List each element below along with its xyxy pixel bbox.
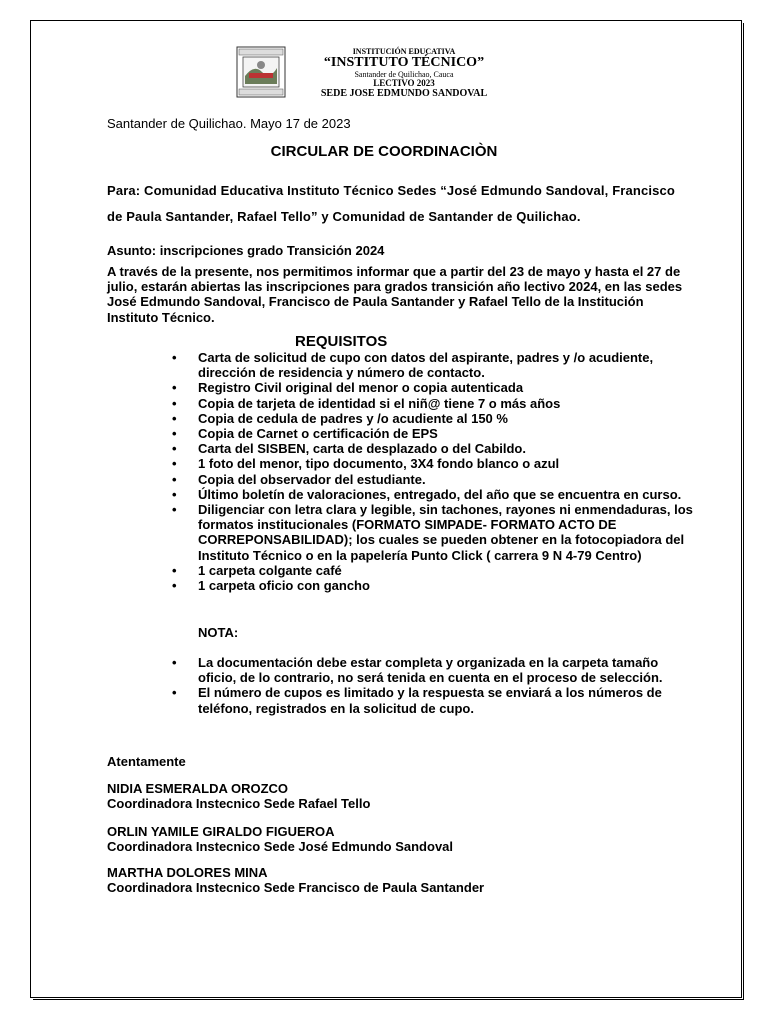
signatory-name: ORLIN YAMILE GIRALDO FIGUEROA	[107, 824, 335, 839]
body-paragraph: A través de la presente, nos permitimos informar que a partir del 23 de mayo y hasta el 27 de julio, estarán abiertas las inscripciones para grados transición año lectivo 2024, en las sedes José Edmundo Sandoval, Francisco de Paula Santander y Rafael Tello de la Institución Instituto Técnico.	[107, 264, 683, 325]
institution-name: “INSTITUTO TÉCNICO”	[323, 55, 485, 71]
list-item: • 1 foto del menor, tipo documento, 3X4 fondo blanco o azul	[148, 456, 693, 471]
list-item: • El número de cupos es limitado y la respuesta se enviará a los números de teléfono, registrados en la solicitud de cupo.	[148, 685, 693, 715]
list-item: • Carta de solicitud de cupo con datos del aspirante, padres y /o acudiente, dirección de residencia y número de contacto.	[148, 350, 693, 380]
campus-name: SEDE JOSE EDMUNDO SANDOVAL	[320, 87, 488, 99]
list-item: • Registro Civil original del menor o copia autenticada	[148, 380, 693, 395]
signature-block	[107, 781, 370, 811]
list-item: • Último boletín de valoraciones, entregado, del año que se encuentra en curso.	[148, 487, 693, 502]
note-label: NOTA:	[198, 625, 239, 640]
subject-line: Asunto: inscripciones grado Transición 2024	[107, 243, 385, 258]
signature-block	[107, 865, 484, 895]
signatory-name: MARTHA DOLORES MINA	[107, 865, 268, 880]
list-item: • 1 carpeta colgante café	[148, 563, 693, 578]
letterhead	[270, 48, 538, 99]
list-item: • Copia de tarjeta de identidad si el niñ@ tiene 7 o más años	[148, 396, 693, 411]
signatory-role: Coordinadora Instecnico Sede Rafael Tello	[107, 796, 371, 811]
list-item: • Copia de Carnet o certificación de EPS	[148, 426, 693, 441]
recipients: Para: Comunidad Educativa Instituto Técnico Sedes “José Edmundo Sandoval, Francisco de Paula Santander, Rafael Tello” y Comunidad de Santander de Quilichao.	[107, 183, 675, 224]
date-line: Santander de Quilichao. Mayo 17 de 2023	[107, 116, 351, 131]
signature-block	[107, 824, 453, 854]
signatory-name: NIDIA ESMERALDA OROZCO	[107, 781, 289, 796]
document-title: CIRCULAR DE COORDINACIÒN	[270, 143, 498, 160]
list-item: • La documentación debe estar completa y organizada en la carpeta tamaño oficio, de lo contrario, no será tenida en cuenta en el proceso de selección.	[148, 655, 693, 685]
requirements-list	[148, 350, 693, 593]
closing: Atentamente	[107, 754, 186, 769]
institution-label: INSTITUCIÓN EDUCATIVA	[352, 47, 456, 56]
list-item: • 1 carpeta oficio con gancho	[148, 578, 693, 593]
school-year: LECTIVO 2023	[373, 78, 435, 89]
institution-town: Santander de Quilichao, Cauca	[354, 70, 454, 80]
list-item: • Copia de cedula de padres y /o acudiente al 150 %	[148, 411, 693, 426]
signatory-role: Coordinadora Instecnico Sede Francisco de Paula Santander	[107, 880, 485, 895]
list-item: • Diligenciar con letra clara y legible, sin tachones, rayones ni enmendaduras, los formatos institucionales (FORMATO SIMPADE- FORMATO ACTO DE CORREPONSABILIDAD); los cuales se pueden obtener en la fotocopiadora del Instituto Técnico o en la papelería Punto Click ( carrera 9 N 4-79 Centro)	[148, 502, 693, 563]
signatory-role: Coordinadora Instecnico Sede José Edmundo Sandoval	[107, 839, 454, 854]
requirements-heading: REQUISITOS	[295, 333, 388, 350]
notes-list	[148, 655, 693, 716]
list-item: • Carta del SISBEN, carta de desplazado o del Cabildo.	[148, 441, 693, 456]
list-item: • Copia del observador del estudiante.	[148, 472, 693, 487]
